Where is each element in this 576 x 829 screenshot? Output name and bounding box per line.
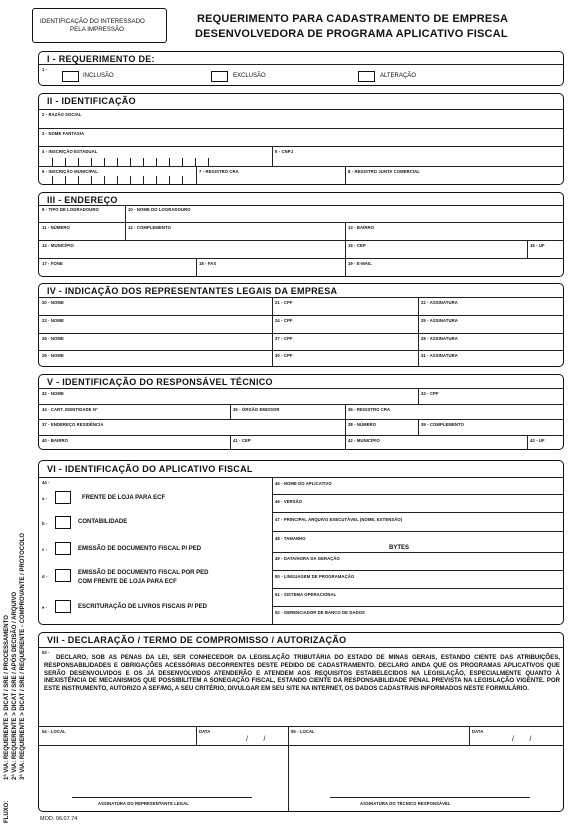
divider <box>272 146 273 166</box>
im-digit-ticks <box>52 176 192 184</box>
divider <box>418 419 419 435</box>
section-v-title: V - IDENTIFICAÇÃO DO RESPONSÁVEL TÉCNICO <box>47 377 273 387</box>
rep2-assinatura: 25 - ASSINATURA <box>421 318 458 323</box>
divider <box>39 258 563 259</box>
divider <box>272 494 563 495</box>
rt-cep-label: 41 - CEP <box>233 438 251 443</box>
flow-via-2: 2ª VIA: REQUERENTE > DICAT / SRE / APÓS DECISÃO / ARQUIVO <box>12 591 18 780</box>
divider <box>39 240 563 241</box>
rt-registro-cra-label: 36 - REGISTRO CRA <box>348 407 391 412</box>
rep2-nome: 23 - NOME <box>42 318 64 323</box>
divider <box>272 297 273 366</box>
opt-e-letter: e - <box>42 605 48 610</box>
label-inclusao: INCLUSÃO <box>83 73 114 79</box>
divider <box>272 570 563 571</box>
declaration-text: DECLARO, SOB AS PENAS DA LEI, SER CONHECEDOR DA LEGISLAÇÃO TRIBUTÁRIA DO ESTADO DE MINAS GERAIS, ESTANDO CIENTE DAS ATRIBUIÇÕES, RESPONSABILIDADES E OBRIGAÇÕES ACESSÓRIAS DECORRENTES DESTE PEDIDO DE CADASTRAMENTO. DECLARO AINDA QUE OS PROGRAMAS APLICATIVOS QUE SERÃO DESENVOLVIDOS E OS JÁ DESENVOLVIDOS ATENDERÃO E ATENDEM AOS REQUISITOS ESTABELECIDOS NA LEGISLAÇÃO, ESPECIALMENTE QUANTO À INEXISTÊNCIA DE MECANISMOS QUE POSSIBILITEM A SONEGAÇÃO FISCAL, ESTANDO CIENTE DA RESPONSABILIDADE PENAL PREVISTA NA LEGISLAÇÃO VIGENTE. POR ESTE INSTRUMENTO, AUTORIZO A SEF/MG, A SEU CRITÉRIO, DIVULGAR EM SEU SITE NA INTERNET, OS DADOS CADASTRAIS INFORMADOS NESTE FORMULÁRIO. <box>44 654 560 693</box>
divider <box>39 388 563 389</box>
opt-b-letter: b - <box>42 521 48 526</box>
divider <box>288 726 289 812</box>
divider <box>39 435 563 436</box>
sistema-operacional-label: 51 - SISTEMA OPERACIONAL <box>275 592 337 597</box>
label-emissao-ped: EMISSÃO DE DOCUMENTO FISCAL P/ PED <box>78 546 202 552</box>
flow-via-3: 3ª VIA: REQUERENTE > DICAT / SRE / REQUERENTE - COMPROVANTE / PROTOCOLO <box>20 532 26 780</box>
header-left-line1: IDENTIFICAÇÃO DO INTERESSADO <box>40 18 145 25</box>
label-alteracao: ALTERAÇÃO <box>380 73 416 79</box>
checkbox-contabilidade[interactable] <box>55 516 71 529</box>
divider <box>272 512 563 513</box>
divider <box>345 166 346 184</box>
rt-numero-label: 38 - NÚMERO <box>348 422 377 427</box>
sig-representante-label: ASSINATURA DO REPRESENTANTE LEGAL <box>98 801 189 806</box>
divider <box>39 166 563 167</box>
rep4-nome: 29 - NOME <box>42 353 64 358</box>
divider <box>196 166 197 184</box>
field-53-label: 53 - <box>42 650 50 655</box>
divider <box>272 531 563 532</box>
divider <box>345 419 346 435</box>
checkbox-frente-loja[interactable] <box>55 491 71 504</box>
label-emissao-ped-ecf-1: EMISSÃO DE DOCUMENTO FISCAL POR PED <box>78 570 209 576</box>
rep3-cpf: 27 - CPF <box>275 336 293 341</box>
cep-label: 15 - CEP <box>348 243 366 248</box>
registro-junta-label: 8 - REGISTRO JUNTA COMERCIAL <box>348 169 420 174</box>
opt-c-letter: c - <box>42 547 48 552</box>
divider <box>39 745 563 746</box>
label-exclusao: EXCLUSÃO <box>233 73 266 79</box>
section-vii-title: VII - DECLARAÇÃO / TERMO DE COMPROMISSO / AUTORIZAÇÃO <box>47 635 347 645</box>
divider <box>272 552 563 553</box>
email-label: 19 - E-MAIL <box>348 261 372 266</box>
divider <box>39 109 563 110</box>
divider <box>39 128 563 129</box>
fax-label: 18 - FAX <box>199 261 217 266</box>
rt-orgao-label: 35 - ÓRGÃO EMISSOR <box>233 407 280 412</box>
rt-bairro-label: 40 - BAIRRO <box>42 438 68 443</box>
section-iv-title: IV - INDICAÇÃO DOS REPRESENTANTES LEGAIS DA EMPRESA <box>47 286 338 296</box>
data-right-slashes: / / <box>512 736 532 743</box>
divider <box>39 64 563 65</box>
divider <box>230 404 231 419</box>
tipo-logradouro-label: 9 - TIPO DE LOGRADOURO <box>42 207 99 212</box>
rep4-cpf: 30 - CPF <box>275 353 293 358</box>
divider <box>230 435 231 449</box>
checkbox-escrituracao[interactable] <box>55 600 71 613</box>
divider <box>418 388 419 404</box>
checkbox-emissao-ped[interactable] <box>55 542 71 555</box>
divider <box>345 222 346 240</box>
tamanho-label: 48 - TAMANHO <box>275 536 306 541</box>
data-geracao-label: 49 - DATA/HORA DA GERAÇÃO <box>275 556 340 561</box>
divider <box>39 333 563 334</box>
local-55-label: 55 - LOCAL <box>291 729 315 734</box>
sig-tecnico-label: ASSINATURA DO TÉCNICO RESPONSÁVEL <box>360 801 451 806</box>
checkbox-inclusao[interactable] <box>62 71 79 82</box>
divider <box>39 205 563 206</box>
nome-fantasia-label: 3 - NOME FANTASIA <box>42 131 85 136</box>
arquivo-executavel-label: 47 - PRINCIPAL ARQUIVO EXECUTÁVEL (NOME, EXTENSÃO) <box>275 517 403 522</box>
opt-d-letter: d - <box>42 574 48 579</box>
divider <box>418 297 419 366</box>
rep1-cpf: 21 - CPF <box>275 300 293 305</box>
bairro-label: 13 - BAIRRO <box>348 225 374 230</box>
checkbox-emissao-ped-ecf[interactable] <box>55 569 71 582</box>
numero-label: 11 - NÚMERO <box>42 225 70 230</box>
section-i-title: I - REQUERIMENTO DE: <box>47 54 155 64</box>
uf-label: 16 - UF <box>530 243 545 248</box>
rt-cpf-label: 33 - CPF <box>421 391 439 396</box>
rep1-assinatura: 22 - ASSINATURA <box>421 300 458 305</box>
divider <box>39 404 563 405</box>
data-left-label: DATA <box>199 729 211 734</box>
divider <box>39 350 563 351</box>
rt-endereco-label: 37 - ENDEREÇO RESIDÊNCIA <box>42 422 104 427</box>
cnpj-label: 5 - CNPJ <box>275 149 294 154</box>
flow-via-1: 1ª VIA: REQUERENTE > DICAT / SRE / PROCESSAMENTO <box>4 615 10 780</box>
opt-a-letter: a - <box>42 496 48 501</box>
header-left-line2: PELA IMPRESSÃO <box>70 26 124 33</box>
divider <box>272 588 563 589</box>
divider <box>345 258 346 276</box>
rep2-cpf: 24 - CPF <box>275 318 293 323</box>
divider <box>125 205 126 240</box>
form-title-line2: DESENVOLVEDORA DE PROGRAMA APLICATIVO FISCAL <box>195 28 508 40</box>
divider <box>527 435 528 449</box>
divider <box>272 606 563 607</box>
label-escrituracao: ESCRITURAÇÃO DE LIVROS FISCAIS P/ PED <box>78 604 208 610</box>
divider <box>39 146 563 147</box>
rt-identidade-label: 34 - CART. IDENTIDADE Nº <box>42 407 98 412</box>
divider <box>39 315 563 316</box>
local-54-label: 54 - LOCAL <box>42 729 66 734</box>
rt-municipio-label: 42 - MUNICÍPIO <box>348 438 380 443</box>
ie-digit-ticks <box>52 158 212 166</box>
section-iii-title: III - ENDEREÇO <box>47 195 118 205</box>
field-44-label: 44 - <box>42 480 50 485</box>
divider <box>39 726 563 727</box>
divider <box>527 240 528 258</box>
divider <box>345 240 346 258</box>
form-model-code: MOD. 06.07.74 <box>40 816 78 822</box>
rep1-nome: 20 - NOME <box>42 300 64 305</box>
section-ii-title: II - IDENTIFICAÇÃO <box>47 96 136 106</box>
divider <box>39 647 563 648</box>
checkbox-alteracao[interactable] <box>358 71 375 82</box>
divider <box>345 404 346 419</box>
versao-label: 46 - VERSÃO <box>275 499 303 504</box>
flow-label: FLUXO: <box>4 800 10 823</box>
rt-complemento-label: 39 - COMPLEMENTO <box>421 422 464 427</box>
signature-line-right <box>330 797 530 798</box>
rt-nome-label: 32 - NOME <box>42 391 64 396</box>
data-left-slashes: / / <box>246 736 266 743</box>
razao-social-label: 2 - RAZÃO SOCIAL <box>42 112 82 117</box>
divider <box>272 477 273 624</box>
section-vi-title: VI - IDENTIFICAÇÃO DO APLICATIVO FISCAL <box>47 464 253 474</box>
fone-label: 17 - FONE <box>42 261 63 266</box>
complemento-label: 12 - COMPLEMENTO <box>128 225 171 230</box>
label-emissao-ped-ecf-2: COM FRENTE DE LOJA PARA ECF <box>78 579 177 585</box>
bytes-unit: BYTES <box>389 545 410 551</box>
field-1-label: 1 - <box>42 67 48 72</box>
section-identificacao <box>38 93 564 185</box>
municipio-label: 14 - MUNICÍPIO <box>42 243 74 248</box>
checkbox-exclusao[interactable] <box>211 71 228 82</box>
divider <box>196 258 197 276</box>
nome-logradouro-label: 10 - NOME DO LOGRADOURO <box>128 207 191 212</box>
rt-uf-label: 43 - UF <box>530 438 545 443</box>
inscricao-municipal-label: 6 - INSCRIÇÃO MUNICIPAL <box>42 169 98 174</box>
rep3-assinatura: 28 - ASSINATURA <box>421 336 458 341</box>
signature-line-left <box>72 797 252 798</box>
rep3-nome: 26 - NOME <box>42 336 64 341</box>
linguagem-label: 50 - LINGUAGEM DE PROGRAMAÇÃO <box>275 574 355 579</box>
divider <box>39 419 563 420</box>
divider <box>39 297 563 298</box>
nome-aplicativo-label: 45 - NOME DO APLICATIVO <box>275 481 332 486</box>
form-title-line1: REQUERIMENTO PARA CADASTRAMENTO DE EMPRESA <box>197 13 509 25</box>
divider <box>39 477 563 478</box>
banco-dados-label: 52 - GERENCIADOR DE BANCO DE DADOS <box>275 610 365 615</box>
divider <box>469 726 470 745</box>
label-contabilidade: CONTABILIDADE <box>78 519 128 525</box>
divider <box>196 726 197 745</box>
divider <box>345 435 346 449</box>
rep4-assinatura: 31 - ASSINATURA <box>421 353 458 358</box>
registro-cra-label: 7 - REGISTRO CRA <box>199 169 239 174</box>
data-right-label: DATA <box>472 729 484 734</box>
divider <box>39 222 563 223</box>
label-frente-loja: FRENTE DE LOJA PARA ECF <box>82 495 166 501</box>
inscricao-estadual-label: 4 - INSCRIÇÃO ESTADUAL <box>42 149 98 154</box>
